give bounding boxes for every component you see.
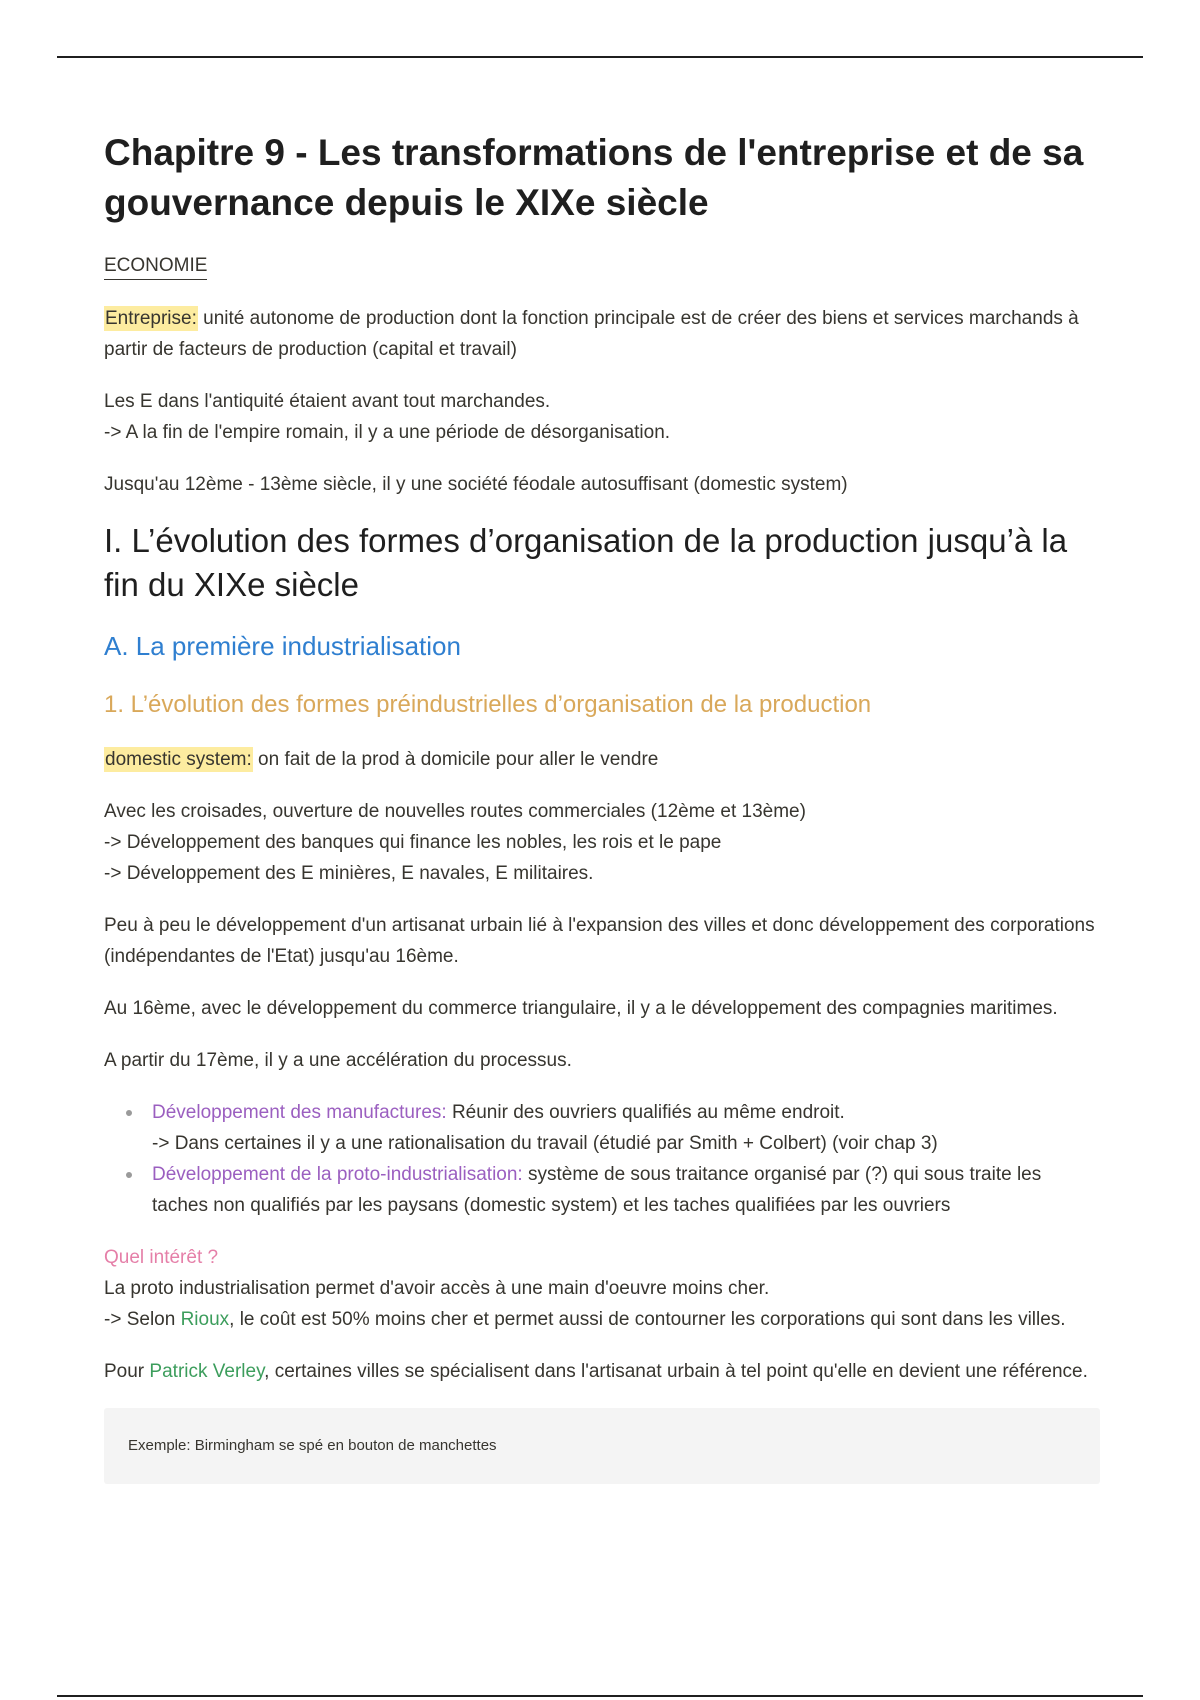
bullet-term: Développement des manufactures:	[152, 1102, 447, 1123]
artisanat-paragraph: Peu à peu le développement d'un artisanat urbain lié à l'expansion des villes et donc développement des corporations (indépendantes de l'Etat) jusqu'au 16ème.	[104, 915, 1095, 967]
dixseptieme-paragraph: A partir du 17ème, il y a une accélération du processus.	[104, 1050, 572, 1071]
verley-paragraph	[104, 1356, 1100, 1387]
highlighted-term: domestic system:	[105, 749, 252, 770]
bullet-dot-icon	[126, 1172, 132, 1178]
subject-tag[interactable]: ECONOMIE	[104, 254, 207, 280]
section-heading: I. L’évolution des formes d’organisation de la production jusqu’à la fin du XIXe siècle	[104, 522, 1068, 603]
text-line: Les E dans l'antiquité étaient avant tout marchandes.	[104, 391, 551, 412]
text-line: , le coût est 50% moins cher et permet aussi de contourner les corporations qui sont dans les villes.	[229, 1309, 1066, 1330]
question-label: Quel intérêt ?	[104, 1247, 219, 1268]
subsection-heading: A. La première industrialisation	[104, 631, 461, 661]
text-line: Pour	[104, 1361, 150, 1382]
antiquity-paragraph	[104, 386, 1100, 448]
text-line: , certaines villes se spécialisent dans l'artisanat urbain à tel point qu'elle en devient une référence.	[264, 1361, 1088, 1382]
definition-domestic-system	[104, 744, 1100, 775]
bullet-text: Réunir des ouvriers qualifiés au même endroit.	[446, 1102, 845, 1123]
text-line: -> Développement des E minières, E navales, E militaires.	[104, 863, 594, 884]
text-line: La proto industrialisation permet d'avoir accès à une main d'oeuvre moins cher.	[104, 1278, 770, 1299]
bullet-dot-icon	[126, 1110, 132, 1116]
bullet-term: Développement de la proto-industrialisation:	[152, 1164, 523, 1185]
author-name: Patrick Verley	[149, 1361, 265, 1382]
subsubsection-heading: 1. L’évolution des formes préindustrielles d’organisation de la production	[104, 691, 872, 718]
feudal-paragraph: Jusqu'au 12ème - 13ème siècle, il y une société féodale autosuffisant (domestic system)	[104, 474, 848, 495]
seizieme-paragraph: Au 16ème, avec le développement du commerce triangulaire, il y a le développement des compagnies maritimes.	[104, 998, 1058, 1019]
bullet-subline: -> Dans certaines il y a une rationalisation du travail (étudié par Smith + Colbert) (voir chap 3)	[152, 1133, 938, 1154]
definition-entreprise	[104, 303, 1100, 365]
highlighted-term: Entreprise:	[105, 308, 197, 329]
page-title: Chapitre 9 - Les transformations de l'entreprise et de sa gouvernance depuis le XIXe siècle	[104, 132, 1084, 223]
top-rule	[57, 56, 1143, 58]
croisades-paragraph	[104, 796, 1100, 889]
list-item	[104, 1159, 1100, 1221]
definition-text: unité autonome de production dont la fonction principale est de créer des biens et services marchands à partir de facteurs de production (capital et travail)	[104, 308, 1079, 360]
text-line: -> Selon	[104, 1309, 181, 1330]
definition-text: on fait de la prod à domicile pour aller le vendre	[252, 749, 659, 770]
document-page	[104, 128, 1100, 1484]
bullet-list	[104, 1097, 1100, 1221]
interet-paragraph	[104, 1242, 1100, 1335]
text-line: -> Développement des banques qui finance les nobles, les rois et le pape	[104, 832, 722, 853]
list-item	[104, 1097, 1100, 1159]
bottom-rule	[57, 1695, 1143, 1697]
example-callout: Exemple: Birmingham se spé en bouton de manchettes	[104, 1408, 1100, 1484]
text-line: -> A la fin de l'empire romain, il y a une période de désorganisation.	[104, 422, 671, 443]
bullet-text: système de sous traitance organisé par (?) qui sous traite les taches non qualifiés par les paysans (domestic system) et les taches qualifiées par les ouvriers	[152, 1164, 1042, 1216]
text-line: Avec les croisades, ouverture de nouvelles routes commerciales (12ème et 13ème)	[104, 801, 806, 822]
author-name: Rioux	[180, 1309, 230, 1330]
